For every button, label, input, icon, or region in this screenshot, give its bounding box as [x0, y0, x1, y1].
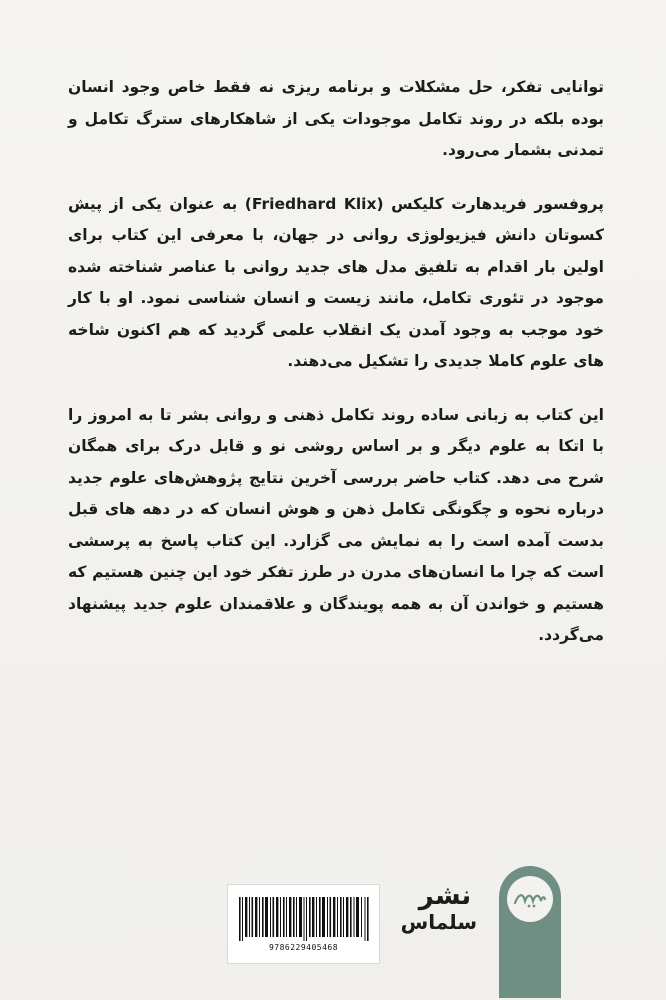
barcode-bars	[239, 897, 370, 941]
isbn-number: 9786229405468	[268, 943, 339, 952]
publisher-line-1: نشر	[418, 881, 472, 911]
paragraph-author: پروفسور فریدهارت کلیکس (Friedhard Klix) به عنوان یکی از پیش کسوتان دانش فیزیولوژی روانی در جهان، با معرفی این کتاب برای اولین بار اقدام به تلفیق مدل های جدید روانی با عناصر شناخته شده موجود در تئوری تکامل، مانند زیست و انسان شناسی نمود. او با کار خود موجب به وجود آمدن یک انقلاب علمی گردید که هم اکنون شاخه های علوم کاملا جدیدی را تشکیل می‌دهند.	[68, 194, 604, 370]
description-text	[68, 72, 604, 674]
publisher-logo-icon	[507, 876, 553, 922]
publisher-line-2: سلماس	[400, 910, 477, 934]
paragraph-intro: توانایی تفکر، حل مشکلات و برنامه ریزی نه فقط خاص وجود انسان بوده بلکه در روند تکامل موجودات یکی از شاهکارهای سترگ تکامل و تمدنی بشمار می‌رود.	[68, 78, 604, 159]
publisher-logo-badge	[499, 866, 561, 998]
publisher-name	[400, 881, 477, 934]
isbn-barcode	[227, 884, 380, 964]
paragraph-summary: این کتاب به زبانی ساده روند تکامل ذهنی و روانی بشر تا به امروز را با اتکا به علوم دیگر و بر اساس روشی نو و قابل درک برای همگان شرح می دهد. کتاب حاضر بررسی آخرین نتایج پژوهش‌های علوم جدید درباره نحوه و چگونگی تکامل ذهن و هوش انسان که در دهه های قبل بدست آمده است را به نمایش می گزارد. این کتاب پاسخ به پرسشی است که چرا ما انسان‌های مدرن در طرز تفکر خود این چنین هستیم که هستیم و خواندن آن به همه پویندگان و علاقمندان علوم جدید پیشنهاد می‌گردد.	[68, 405, 604, 644]
